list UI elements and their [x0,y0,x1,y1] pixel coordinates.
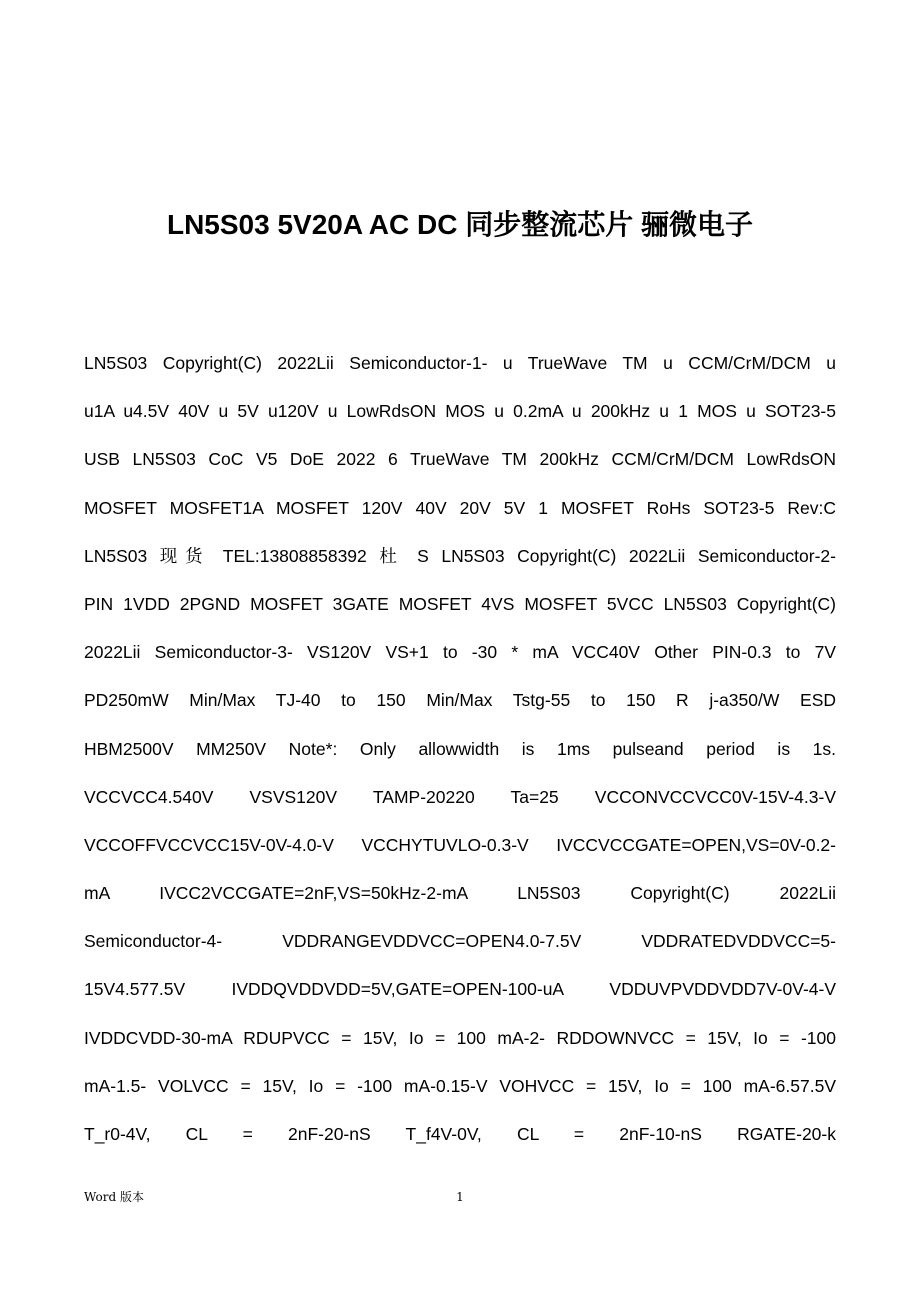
document-title: LN5S03 5V20A AC DC 同步整流芯片 骊微电子 [166,209,754,240]
body-line: 2022Lii Semiconductor-3- VS120V VS+1 to -30 * mA VCC40V Other PIN-0.3 to 7V [84,642,836,663]
body-line: VCCOFFVCCVCC15V-0V-4.0-V VCCHYTUVLO-0.3-V IVCCVCCGATE=OPEN,VS=0V-0.2- [84,834,836,855]
body-line: T_r0-4V, CL = 2nF-20-nS T_f4V-0V, CL = 2nF-10-nS RGATE-20-k [84,1124,836,1144]
body-line: mA-1.5- VOLVCC = 15V, Io = -100 mA-0.15-V VOHVCC = 15V, Io = 100 mA-6.57.5V [84,1075,836,1096]
footer-label: Word 版本 [84,1190,144,1204]
body-line: VCCVCC4.540V VSVS120V TAMP-20220 Ta=25 VCCONVCCVCC0V-15V-4.3-V [84,786,836,807]
body-line: USB LN5S03 CoC V5 DoE 2022 6 TrueWave TM 200kHz CCM/CrM/DCM LowRdsON [84,449,836,470]
body-line: PIN 1VDD 2PGND MOSFET 3GATE MOSFET 4VS MOSFET 5VCC LN5S03 Copyright(C) [84,593,836,614]
body-line: HBM2500V MM250V Note*: Only allowwidth is 1ms pulseand period is 1s. [84,738,836,759]
body-line: PD250mW Min/Max TJ-40 to 150 Min/Max Tstg-55 to 150 R j-a350/W ESD [84,690,836,711]
body-line: MOSFET MOSFET1A MOSFET 120V 40V 20V 5V 1 MOSFET RoHs SOT23-5 Rev:C [84,497,836,518]
body-line: IVDDCVDD-30-mA RDUPVCC = 15V, Io = 100 mA-2- RDDOWNVCC = 15V, Io = -100 [84,1027,836,1048]
body-line: 15V4.577.5V IVDDQVDDVDD=5V,GATE=OPEN-100-uA VDDUVPVDDVDD7V-0V-4-V [84,979,836,1000]
body-line: Semiconductor-4- VDDRANGEVDDVCC=OPEN4.0-7.5V VDDRATEDVDDVCC=5- [84,931,836,952]
body-line: u1A u4.5V 40V u 5V u120V u LowRdsON MOS u 0.2mA u 200kHz u 1 MOS u SOT23-5 [84,401,836,422]
body-line: mA IVCC2VCCGATE=2nF,VS=50kHz-2-mA LN5S03 Copyright(C) 2022Lii [84,883,836,904]
body-line: LN5S03 现货 TEL:13808858392 杜 S LN5S03 Copyright(C) 2022Lii Semiconductor-2- [84,545,836,566]
document-body [84,339,836,1158]
page-number: 1 [456,1190,464,1204]
body-line: LN5S03 Copyright(C) 2022Lii Semiconductor-1- u TrueWave TM u CCM/CrM/DCM u [84,353,836,373]
